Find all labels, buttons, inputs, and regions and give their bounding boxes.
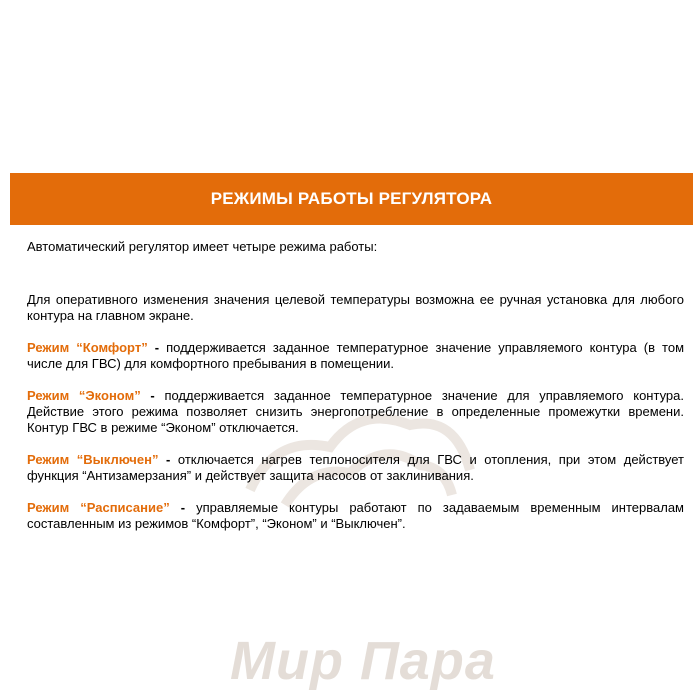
mode-economy-dash: - [140, 388, 165, 403]
page-title: РЕЖИМЫ РАБОТЫ РЕГУЛЯТОРА [210, 189, 493, 208]
document-body [27, 239, 684, 548]
mode-economy-description: поддерживается заданное температурное значение для управляемого контура. Действие этого режима позволяет снизить энергопотребление в определенные промежутки времени. Контур ГВС в режиме “Эконом” отключается. [27, 388, 685, 435]
mode-off-name: Режим “Выключен” [27, 452, 159, 467]
mode-comfort [27, 340, 684, 372]
mode-economy [27, 388, 684, 436]
mode-comfort-name: Режим “Комфорт” [27, 340, 148, 355]
mode-schedule-name: Режим “Расписание” [27, 500, 170, 515]
mode-off-description: отключается нагрев теплоносителя для ГВС и отопления, при этом действует функция “Антизамерзания” и действует защита насосов от заклинивания. [27, 452, 685, 483]
mode-economy-name: Режим “Эконом” [27, 388, 141, 403]
manual-note: Для оперативного изменения значения целевой температуры возможна ее ручная установка для любого контура на главном экране. [27, 292, 684, 323]
header-banner [10, 173, 693, 225]
mode-schedule-dash: - [169, 500, 197, 515]
intro-text: Автоматический регулятор имеет четыре режима работы: [27, 239, 378, 254]
mode-off-dash: - [158, 452, 178, 467]
mode-comfort-dash: - [147, 340, 167, 355]
mode-off [27, 452, 684, 484]
mode-schedule-description: управляемые контуры работают по задаваемым временным интервалам составленным из режимов “Комфорт”, “Эконом” и “Выключен”. [27, 500, 684, 531]
mode-comfort-description: поддерживается заданное температурное значение управляемого контура (в том числе для ГВС) для комфортного пребывания в помещении. [27, 340, 685, 371]
watermark-text: Мир Пара [230, 631, 496, 691]
mode-schedule [27, 500, 684, 532]
